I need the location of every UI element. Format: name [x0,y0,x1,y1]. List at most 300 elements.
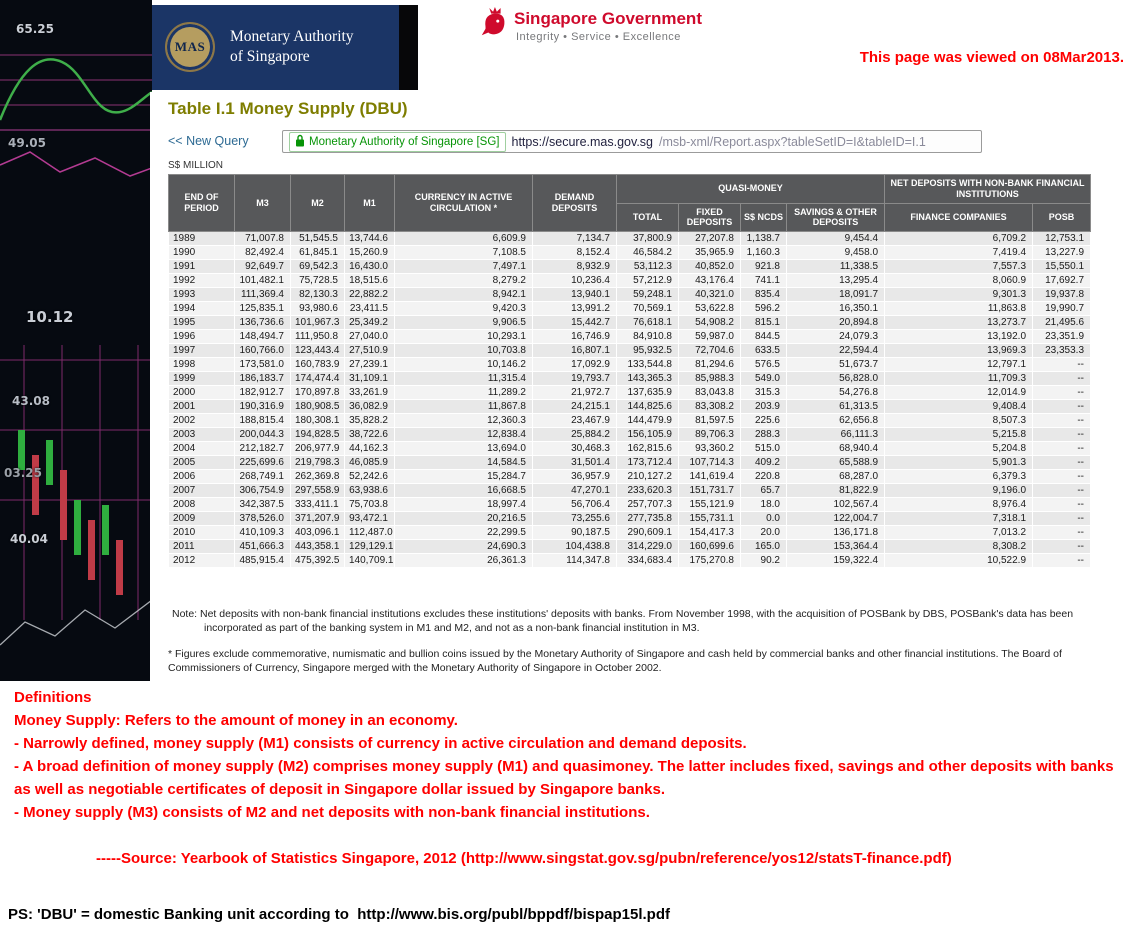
value-cell: -- [1033,456,1091,470]
page-title: Table I.1 Money Supply (DBU) [168,99,408,118]
period-cell: 2012 [169,554,235,568]
period-cell: 2011 [169,540,235,554]
value-cell: 51,545.5 [291,232,345,246]
report-panel [150,92,1112,681]
value-cell: 18,091.7 [787,288,885,302]
value-cell: 155,731.1 [679,512,741,526]
singapore-lion-logo-icon [478,6,510,47]
value-cell: 75,728.5 [291,274,345,288]
lock-icon [295,134,305,150]
value-cell: 11,709.3 [885,372,1033,386]
value-cell: 76,618.1 [617,316,679,330]
value-cell: 12,753.1 [1033,232,1091,246]
period-cell: 2000 [169,386,235,400]
value-cell: 104,438.8 [533,540,617,554]
value-cell: 51,673.7 [787,358,885,372]
value-cell: 8,308.2 [885,540,1033,554]
value-cell: 13,694.0 [395,442,533,456]
value-cell: 12,014.9 [885,386,1033,400]
col-header-m1: M1 [345,175,395,232]
value-cell: 13,295.4 [787,274,885,288]
value-cell: 122,004.7 [787,512,885,526]
value-cell: 137,635.9 [617,386,679,400]
value-cell: 159,322.4 [787,554,885,568]
table-row [169,386,1091,400]
value-cell: 485,915.4 [235,554,291,568]
value-cell: 144,825.6 [617,400,679,414]
value-cell: 403,096.1 [291,526,345,540]
table-row [169,442,1091,456]
value-cell: 35,965.9 [679,246,741,260]
value-cell: 69,542.3 [291,260,345,274]
value-cell: 17,692.7 [1033,274,1091,288]
value-cell: -- [1033,470,1091,484]
value-cell: 515.0 [741,442,787,456]
value-cell: 22,882.2 [345,288,395,302]
source-line: -----Source: Yearbook of Statistics Singapore, 2012 (http://www.singstat.gov.sg/pubn/reference/yos12/statsT-finance.pdf) [96,850,952,867]
value-cell: 186,183.7 [235,372,291,386]
value-cell: 15,550.1 [1033,260,1091,274]
value-cell: 180,908.5 [291,400,345,414]
table-row [169,288,1091,302]
value-cell: 306,754.9 [235,484,291,498]
value-cell: 160,783.9 [291,358,345,372]
value-cell: 160,699.6 [679,540,741,554]
chart-price-label: 40.04 [10,532,48,546]
value-cell: 7,497.1 [395,260,533,274]
value-cell: 40,852.0 [679,260,741,274]
value-cell: 333,411.1 [291,498,345,512]
currency-footnote: * Figures exclude commemorative, numismatic and bullion coins issued by the Monetary Authority of Singapore and cash held by commercial banks and other financial institutions. The Board of Commissioners of Currency, Singapore merged with the Monetary Authority of Singapore in October 2002. [168,648,1062,674]
period-cell: 2005 [169,456,235,470]
value-cell: 225,699.6 [235,456,291,470]
table-row [169,344,1091,358]
value-cell: -- [1033,428,1091,442]
value-cell: 156,105.9 [617,428,679,442]
value-cell: 30,468.3 [533,442,617,456]
table-row [169,274,1091,288]
value-cell: 8,279.2 [395,274,533,288]
mas-logo-text: MAS [174,39,206,54]
value-cell: 102,567.4 [787,498,885,512]
period-cell: 2010 [169,526,235,540]
value-cell: 15,260.9 [345,246,395,260]
value-cell: 334,683.4 [617,554,679,568]
value-cell: 443,358.1 [291,540,345,554]
value-cell: 54,276.8 [787,386,885,400]
value-cell: 24,215.1 [533,400,617,414]
value-cell: 17,092.9 [533,358,617,372]
value-cell: 315.3 [741,386,787,400]
value-cell: 844.5 [741,330,787,344]
mas-name [230,27,354,67]
value-cell: 262,369.8 [291,470,345,484]
table-row [169,456,1091,470]
value-cell: 36,957.9 [533,470,617,484]
value-cell: 182,912.7 [235,386,291,400]
value-cell: 54,908.2 [679,316,741,330]
value-cell: 56,828.0 [787,372,885,386]
value-cell: 38,722.6 [345,428,395,442]
value-cell: 21,972.7 [533,386,617,400]
value-cell: 13,940.1 [533,288,617,302]
value-cell: 27,207.8 [679,232,741,246]
value-cell: 95,932.5 [617,344,679,358]
value-cell: 101,967.3 [291,316,345,330]
value-cell: 136,736.6 [235,316,291,330]
value-cell: 576.5 [741,358,787,372]
viewed-notice: This page was viewed on 08Mar2013. [859,49,1124,66]
value-cell: 31,501.4 [533,456,617,470]
value-cell: 37,800.9 [617,232,679,246]
mas-logo [165,22,215,72]
gov-title: Singapore Government [514,9,702,28]
period-cell: 1994 [169,302,235,316]
value-cell: 165.0 [741,540,787,554]
definition-line: - A broad definition of money supply (M2) comprises money supply (M1) and quasimoney. The latter includes fixed, savings and other deposits with banks as well as negotiable certificates of deposit in Singapore dollar issued by Singapore banks. [14,758,1114,798]
value-cell: 6,709.2 [885,232,1033,246]
value-cell: 155,121.9 [679,498,741,512]
value-cell: 297,558.9 [291,484,345,498]
value-cell: 75,703.8 [345,498,395,512]
col-header-finance-companies: FINANCE COMPANIES [885,203,1033,232]
value-cell: 7,108.5 [395,246,533,260]
value-cell: 23,467.9 [533,414,617,428]
col-header-ncds: S$ NCDS [741,203,787,232]
value-cell: 14,584.5 [395,456,533,470]
value-cell: 53,622.8 [679,302,741,316]
definition-line: - Narrowly defined, money supply (M1) consists of currency in active circulation and demand deposits. [14,735,747,752]
value-cell: -- [1033,526,1091,540]
value-cell: 277,735.8 [617,512,679,526]
value-cell: 210,127.2 [617,470,679,484]
period-cell: 2007 [169,484,235,498]
value-cell: 7,419.4 [885,246,1033,260]
value-cell: 140,709.1 [345,554,395,568]
value-cell: 12,838.4 [395,428,533,442]
col-header-end-of-period: END OF PERIOD [169,175,235,232]
value-cell: 123,443.4 [291,344,345,358]
value-cell: 19,990.7 [1033,302,1091,316]
value-cell: 13,991.2 [533,302,617,316]
definitions-block [14,686,1126,870]
banner-divider [399,5,418,90]
value-cell: 68,940.4 [787,442,885,456]
value-cell: 129,129.1 [345,540,395,554]
value-cell: 47,270.1 [533,484,617,498]
value-cell: 475,392.5 [291,554,345,568]
value-cell: 24,079.3 [787,330,885,344]
value-cell: 46,085.9 [345,456,395,470]
value-cell: 59,248.1 [617,288,679,302]
period-cell: 2002 [169,414,235,428]
site-badge-label: Monetary Authority of Singapore [SG] [309,135,500,148]
value-cell: 143,365.3 [617,372,679,386]
value-cell: 180,308.1 [291,414,345,428]
value-cell: 56,706.4 [533,498,617,512]
value-cell: 52,242.6 [345,470,395,484]
value-cell: 111,950.8 [291,330,345,344]
period-cell: 1991 [169,260,235,274]
value-cell: 46,584.2 [617,246,679,260]
period-cell: 2006 [169,470,235,484]
value-cell: 151,731.7 [679,484,741,498]
value-cell: 410,109.3 [235,526,291,540]
col-header-quasi-total: TOTAL [617,203,679,232]
value-cell: 378,526.0 [235,512,291,526]
value-cell: 5,215.8 [885,428,1033,442]
value-cell: 90.2 [741,554,787,568]
value-cell: 11,867.8 [395,400,533,414]
value-cell: 62,656.8 [787,414,885,428]
chart-price-label: 03.25 [4,466,42,480]
value-cell: 8,976.4 [885,498,1033,512]
value-cell: 154,417.3 [679,526,741,540]
value-cell: 173,581.0 [235,358,291,372]
value-cell: 8,507.3 [885,414,1033,428]
value-cell: 921.8 [741,260,787,274]
value-cell: 65,588.9 [787,456,885,470]
gov-tagline: Integrity • Service • Excellence [516,31,681,43]
chart-price-label: 49.05 [8,136,46,150]
value-cell: 174,474.4 [291,372,345,386]
value-cell: 53,112.3 [617,260,679,274]
table-row [169,400,1091,414]
mas-banner [152,5,399,90]
col-header-fixed-deposits: FIXED DEPOSITS [679,203,741,232]
value-cell: 40,321.0 [679,288,741,302]
value-cell: 112,487.0 [345,526,395,540]
value-cell: 85,988.3 [679,372,741,386]
value-cell: 81,294.6 [679,358,741,372]
new-query-link[interactable]: << New Query [168,134,249,148]
mas-name-line2: of Singapore [230,48,310,65]
value-cell: 27,510.9 [345,344,395,358]
table-row [169,512,1091,526]
table-row [169,428,1091,442]
value-cell: 43,176.4 [679,274,741,288]
value-cell: 82,130.3 [291,288,345,302]
value-cell: 16,668.5 [395,484,533,498]
value-cell: 257,707.3 [617,498,679,512]
value-cell: 0.0 [741,512,787,526]
chart-price-label: 10.12 [26,308,74,326]
period-cell: 1998 [169,358,235,372]
value-cell: -- [1033,400,1091,414]
value-cell: 107,714.3 [679,456,741,470]
table-row [169,526,1091,540]
value-cell: 89,706.3 [679,428,741,442]
period-cell: 1993 [169,288,235,302]
value-cell: 61,313.5 [787,400,885,414]
value-cell: 111,369.4 [235,288,291,302]
money-table-body [169,232,1091,568]
value-cell: 203.9 [741,400,787,414]
mas-name-line1: Monetary Authority [230,28,354,45]
value-cell: 13,192.0 [885,330,1033,344]
value-cell: 12,360.3 [395,414,533,428]
value-cell: -- [1033,484,1091,498]
value-cell: 5,901.3 [885,456,1033,470]
value-cell: 11,315.4 [395,372,533,386]
value-cell: 22,299.5 [395,526,533,540]
value-cell: -- [1033,540,1091,554]
candlestick-chart-decoration [0,0,152,681]
value-cell: 136,171.8 [787,526,885,540]
table-row [169,358,1091,372]
definition-line: - Money supply (M3) consists of M2 and net deposits with non-bank financial institutions. [14,804,650,821]
value-cell: 125,835.1 [235,302,291,316]
period-cell: 2004 [169,442,235,456]
value-cell: -- [1033,442,1091,456]
value-cell: 83,043.8 [679,386,741,400]
value-cell: 27,040.0 [345,330,395,344]
value-cell: 18.0 [741,498,787,512]
value-cell: -- [1033,498,1091,512]
value-cell: 114,347.8 [533,554,617,568]
value-cell: 9,454.4 [787,232,885,246]
value-cell: 409.2 [741,456,787,470]
value-cell: 212,182.7 [235,442,291,456]
value-cell: 10,703.8 [395,344,533,358]
value-cell: 66,111.3 [787,428,885,442]
period-cell: 1989 [169,232,235,246]
value-cell: 7,134.7 [533,232,617,246]
value-cell: 16,807.1 [533,344,617,358]
value-cell: 20,894.8 [787,316,885,330]
period-cell: 2003 [169,428,235,442]
value-cell: -- [1033,372,1091,386]
value-cell: 8,152.4 [533,246,617,260]
value-cell: 835.4 [741,288,787,302]
value-cell: 44,162.3 [345,442,395,456]
definitions-heading: Definitions [14,689,92,706]
value-cell: 148,494.7 [235,330,291,344]
value-cell: 7,013.2 [885,526,1033,540]
value-cell: 9,196.0 [885,484,1033,498]
value-cell: 190,316.9 [235,400,291,414]
address-bar[interactable] [282,130,982,153]
value-cell: 93,472.1 [345,512,395,526]
table-row [169,246,1091,260]
value-cell: 162,815.6 [617,442,679,456]
value-cell: 225.6 [741,414,787,428]
value-cell: 101,482.1 [235,274,291,288]
value-cell: 36,082.9 [345,400,395,414]
value-cell: 633.5 [741,344,787,358]
value-cell: 6,379.3 [885,470,1033,484]
value-cell: 133,544.8 [617,358,679,372]
value-cell: 81,597.5 [679,414,741,428]
period-cell: 2009 [169,512,235,526]
value-cell: 24,690.3 [395,540,533,554]
chart-price-label: 65.25 [16,22,54,36]
url-host: https://secure.mas.gov.sg [511,134,653,149]
value-cell: 23,411.5 [345,302,395,316]
value-cell: 27,239.1 [345,358,395,372]
value-cell: 10,146.2 [395,358,533,372]
site-identity-badge[interactable] [289,132,506,152]
value-cell: -- [1033,386,1091,400]
value-cell: -- [1033,554,1091,568]
value-cell: 13,744.6 [345,232,395,246]
value-cell: 93,980.6 [291,302,345,316]
period-cell: 1996 [169,330,235,344]
value-cell: 25,349.2 [345,316,395,330]
value-cell: 219,798.3 [291,456,345,470]
value-cell: 59,987.0 [679,330,741,344]
value-cell: -- [1033,414,1091,428]
col-header-savings: SAVINGS & OTHER DEPOSITS [787,203,885,232]
definition-line: Money Supply: Refers to the amount of money in an economy. [14,712,458,729]
table-row [169,302,1091,316]
value-cell: 371,207.9 [291,512,345,526]
col-header-demand-deposits: DEMAND DEPOSITS [533,175,617,232]
table-row [169,540,1091,554]
value-cell: 194,828.5 [291,428,345,442]
value-cell: 15,442.7 [533,316,617,330]
table-note: Note: Net deposits with non-bank financial institutions excludes these institutions' deposits with banks. From November 1998, with the acquisition of POSBank by DBS, POSBank's data has been incorporated as part of the banking system in M1 and M2, and not as a non-bank financial institution in M3. [172,608,1074,634]
value-cell: 741.1 [741,274,787,288]
value-cell: 20,216.5 [395,512,533,526]
period-cell: 2008 [169,498,235,512]
value-cell: 22,594.4 [787,344,885,358]
col-header-m3: M3 [235,175,291,232]
value-cell: 290,609.1 [617,526,679,540]
value-cell: 16,430.0 [345,260,395,274]
value-cell: 233,620.3 [617,484,679,498]
value-cell: 23,351.9 [1033,330,1091,344]
value-cell: 21,495.6 [1033,316,1091,330]
value-cell: 8,942.1 [395,288,533,302]
value-cell: 93,360.2 [679,442,741,456]
value-cell: 15,284.7 [395,470,533,484]
value-cell: 13,227.9 [1033,246,1091,260]
value-cell: 314,229.0 [617,540,679,554]
table-row [169,330,1091,344]
value-cell: 10,236.4 [533,274,617,288]
value-cell: 81,822.9 [787,484,885,498]
value-cell: 141,619.4 [679,470,741,484]
value-cell: 11,863.8 [885,302,1033,316]
stock-chart-background [0,0,152,681]
value-cell: 90,187.5 [533,526,617,540]
value-cell: 220.8 [741,470,787,484]
value-cell: 16,746.9 [533,330,617,344]
value-cell: 63,938.6 [345,484,395,498]
value-cell: 19,793.7 [533,372,617,386]
value-cell: 10,293.1 [395,330,533,344]
value-cell: 206,977.9 [291,442,345,456]
value-cell: 10,522.9 [885,554,1033,568]
table-row [169,232,1091,246]
value-cell: 7,557.3 [885,260,1033,274]
value-cell: 144,479.9 [617,414,679,428]
value-cell: 342,387.5 [235,498,291,512]
value-cell: 11,289.2 [395,386,533,400]
chart-price-label: 43.08 [12,394,50,408]
period-cell: 1997 [169,344,235,358]
value-cell: 84,910.8 [617,330,679,344]
table-row [169,554,1091,568]
value-cell: 26,361.3 [395,554,533,568]
value-cell: 288.3 [741,428,787,442]
value-cell: 549.0 [741,372,787,386]
col-header-net-deposits: NET DEPOSITS WITH NON-BANK FINANCIAL INSTITUTIONS [885,175,1091,204]
value-cell: 9,906.5 [395,316,533,330]
value-cell: -- [1033,358,1091,372]
value-cell: 13,969.3 [885,344,1033,358]
